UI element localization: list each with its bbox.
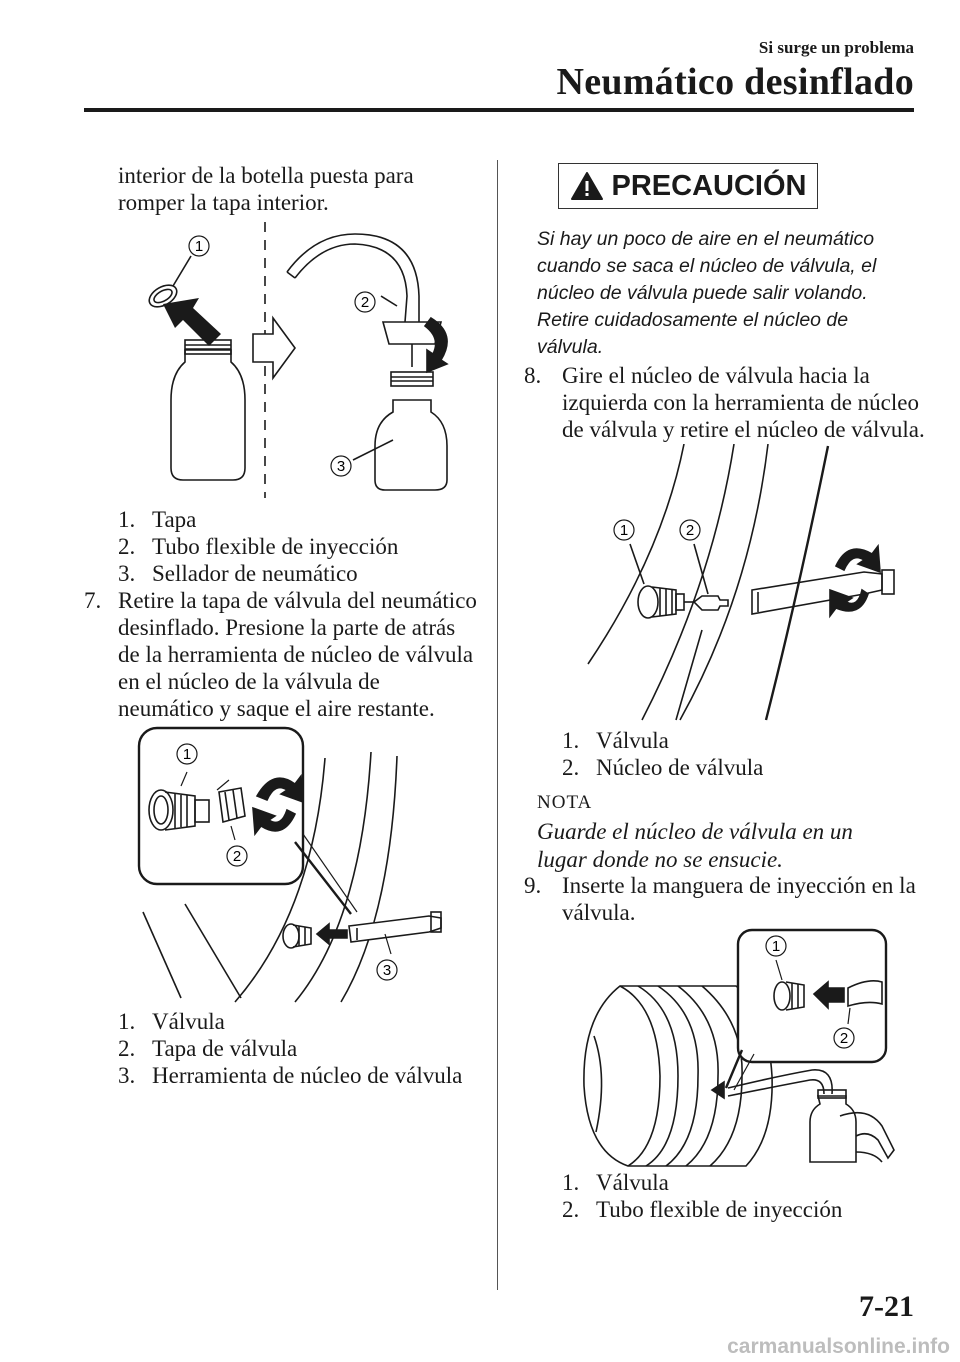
step-line: de válvula y retire el núcleo de válvula. — [562, 417, 925, 442]
figure-sealant-bottle — [135, 222, 455, 502]
step-number: 8. — [524, 363, 542, 388]
figure-injection-hose — [578, 926, 898, 1170]
caution-label: PRECAUCIÓN — [611, 169, 807, 202]
step-line: desinflado. Presione la parte de atrás — [118, 615, 456, 640]
intro-line: interior de la botella puesta para — [118, 163, 414, 188]
intro-line: romper la tapa interior. — [118, 190, 329, 215]
callout-1: 1 — [619, 522, 629, 539]
step-line: Gire el núcleo de válvula hacia la — [562, 363, 870, 388]
callout-1: 1 — [194, 238, 204, 255]
page-number: 7-21 — [859, 1290, 914, 1323]
step-line: izquierda con la herramienta de núcleo — [562, 390, 919, 415]
note-label: NOTA — [537, 792, 593, 813]
callout-1: 1 — [771, 938, 781, 955]
step-line: en el núcleo de la válvula de — [118, 669, 380, 694]
callout-2: 2 — [685, 522, 695, 539]
section-title: Si surge un problema — [758, 38, 914, 57]
callout-1: 1 — [182, 746, 192, 763]
step-number: 9. — [524, 873, 542, 898]
caution-box — [558, 163, 818, 209]
warning-triangle-icon — [570, 171, 604, 201]
figure-valve-cap — [135, 722, 455, 1006]
watermark: carmanualsonline.info — [727, 1335, 950, 1358]
figure-valve-core — [572, 444, 922, 724]
caution-text: Si hay un poco de aire en el neumático cuando se saca el núcleo de válvula, el núcleo de válvula puede salir volando. Retire cuidadosamente el núcleo de válvula. — [537, 228, 877, 358]
step-line: de la herramienta de núcleo de válvula — [118, 642, 474, 667]
callout-2: 2 — [232, 848, 242, 865]
step-line: válvula. — [562, 900, 636, 925]
callout-2: 2 — [360, 294, 370, 311]
note-text: Guarde el núcleo de válvula en un lugar donde no se ensucie. — [537, 819, 853, 872]
callout-2: 2 — [839, 1030, 849, 1047]
page-title: Neumático desinflado — [556, 61, 914, 103]
step-line: Retire la tapa de válvula del neumático — [118, 588, 477, 613]
step-number: 7. — [84, 588, 102, 613]
header-rule — [84, 108, 914, 112]
step-line: neumático y saque el aire restante. — [118, 696, 435, 721]
callout-3: 3 — [336, 458, 346, 475]
column-divider — [497, 160, 498, 1290]
step-line: Inserte la manguera de inyección en la — [562, 873, 916, 898]
callout-3: 3 — [382, 962, 392, 979]
